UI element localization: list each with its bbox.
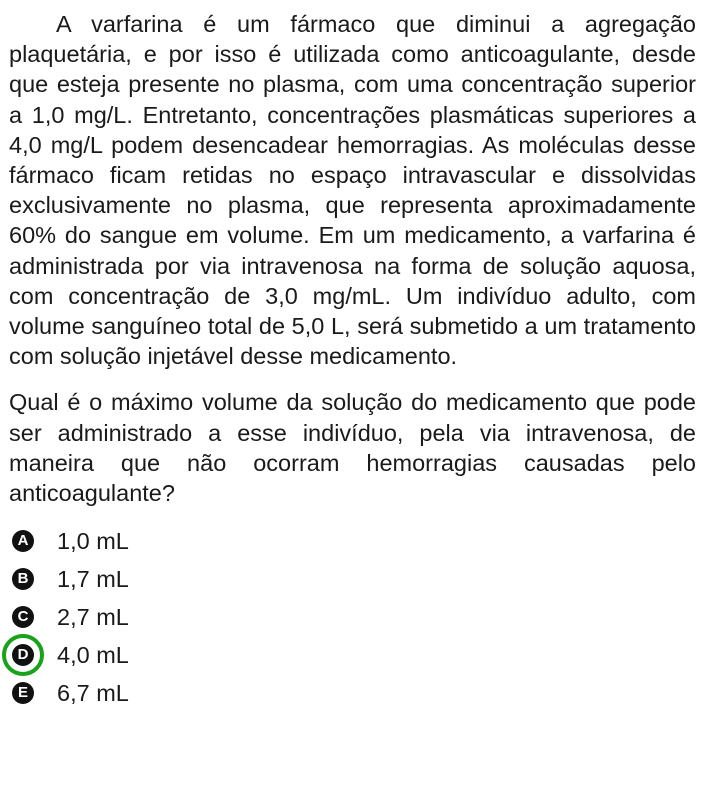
option-c[interactable] (9, 598, 696, 636)
option-d-marker (10, 642, 36, 668)
option-b[interactable] (9, 560, 696, 598)
question-stem: A varfarina é um fármaco que diminui a agregação plaquetária, e por isso é utilizada como anticoagulante, desde que esteja presente no plasma, com uma concentração superior a 1,0 mg/L. Entretanto, concentrações plasmáticas superiores a 4,0 mg/L podem desencadear hemorragias. As moléculas desse fármaco ficam retidas no espaço intravascular e dissolvidas exclusivamente no plasma, que representa aproximadamente 60% do sangue em volume. Em um medicamento, a varfarina é administrada por via intravenosa na forma de solução aquosa, com concentração de 3,0 mg/mL. Um indivíduo adulto, com volume sanguíneo total de 5,0 L, será submetido a um tratamento com solução injetável desse medicamento. (9, 11, 696, 370)
option-e[interactable] (9, 674, 696, 712)
option-a-text: 1,0 mL (57, 527, 129, 554)
option-b-text: 1,7 mL (57, 565, 129, 592)
option-d[interactable] (9, 636, 696, 674)
option-a-marker (10, 528, 36, 554)
option-e-letter-icon: E (12, 682, 34, 704)
option-d-text: 4,0 mL (57, 641, 129, 668)
option-c-text: 2,7 mL (57, 603, 129, 630)
option-b-marker (10, 566, 36, 592)
option-e-marker (10, 680, 36, 706)
option-c-marker (10, 604, 36, 630)
option-b-letter-icon: B (12, 568, 34, 590)
option-a[interactable] (9, 522, 696, 560)
option-e-text: 6,7 mL (57, 679, 129, 706)
answer-options (9, 522, 696, 712)
question-prompt: Qual é o máximo volume da solução do medicamento que pode ser administrado a esse indivíduo, pela via intravenosa, de maneira que não ocorram hemorragias causadas pelo anticoagulante? (9, 389, 696, 507)
option-c-letter-icon: C (12, 606, 34, 628)
option-a-letter-icon: A (12, 530, 34, 552)
option-d-letter-icon: D (12, 644, 34, 666)
